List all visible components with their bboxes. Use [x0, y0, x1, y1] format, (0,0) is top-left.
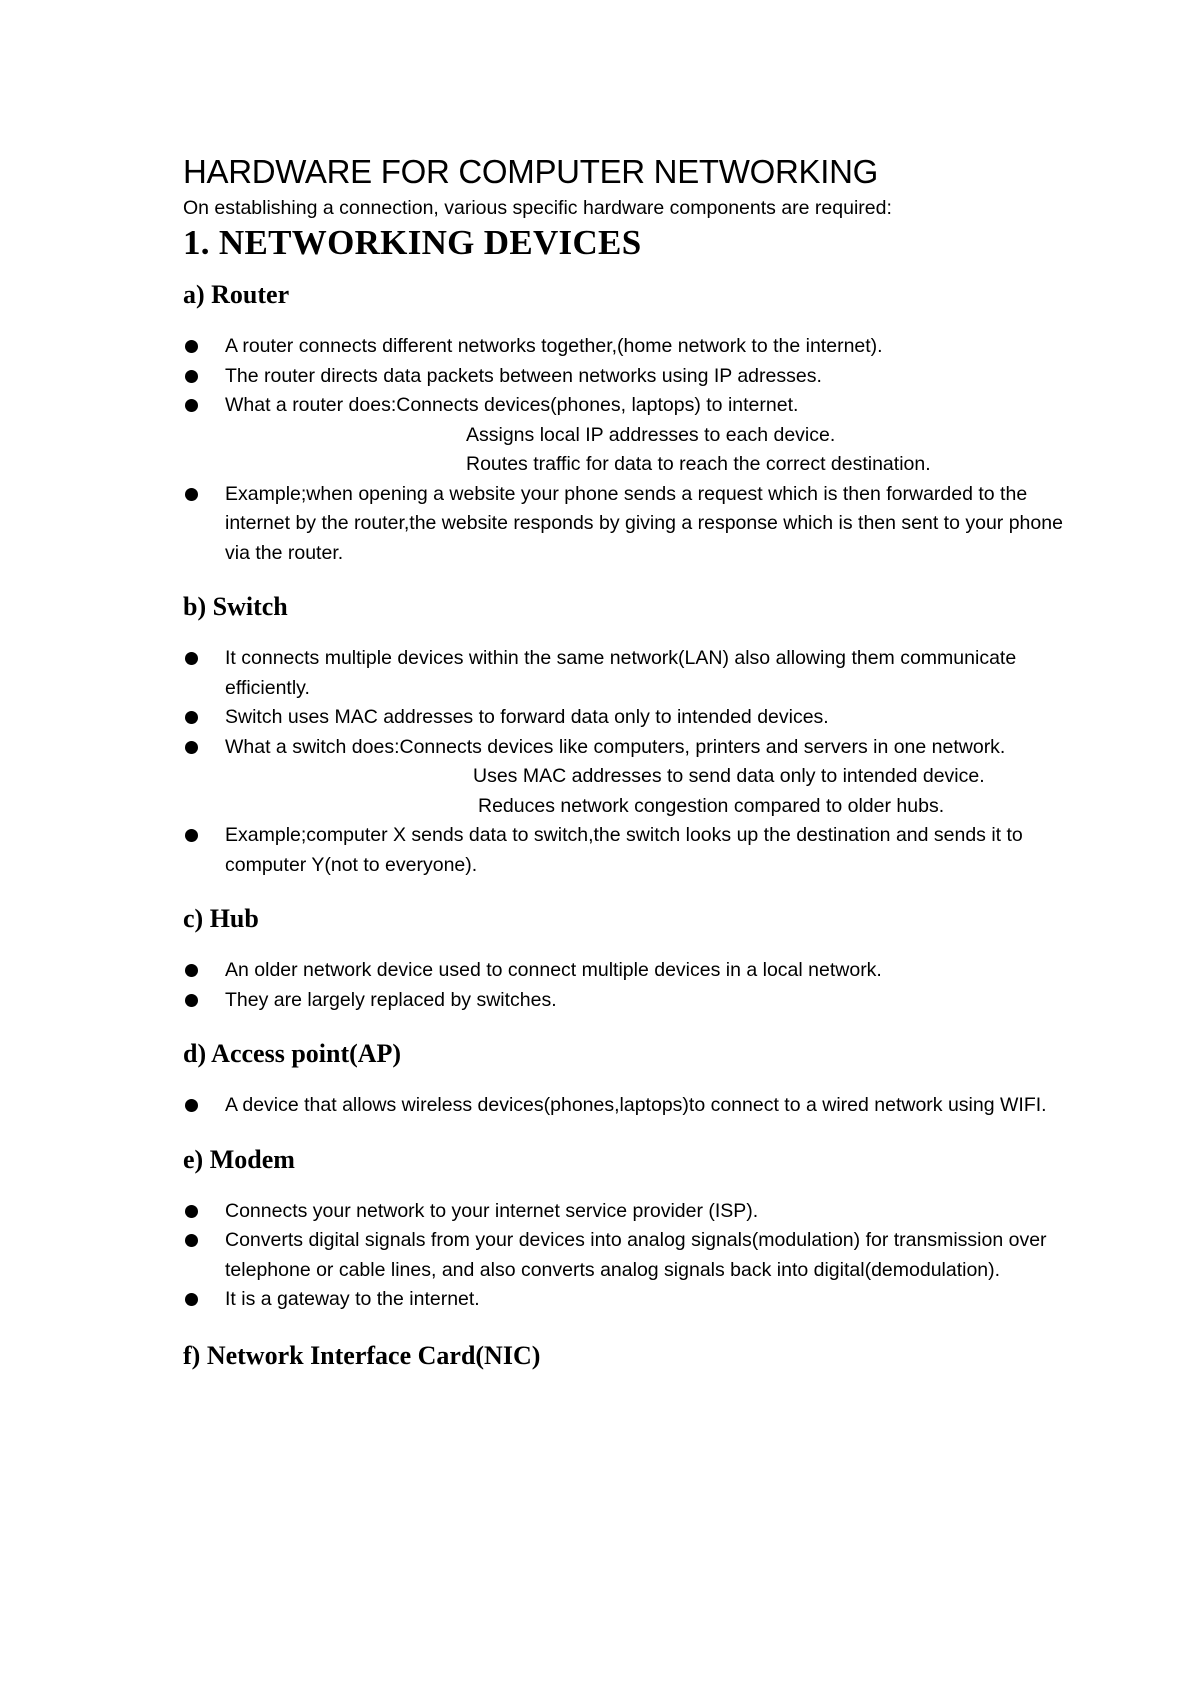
- list-item: [183, 821, 1063, 880]
- bullet-text: Connects your network to your internet service provider (ISP).: [225, 1199, 759, 1222]
- bullet-text: Example;when opening a website your phone sends a request which is then forwarded to the internet by the router,the website responds by giving a response which is then sent to your phone via the router.: [225, 482, 1063, 564]
- switch-section: [183, 590, 1063, 880]
- list-item: [183, 986, 1063, 1016]
- bullet-icon: [185, 964, 198, 977]
- bullet-text: Converts digital signals from your devices into analog signals(modulation) for transmission over telephone or cable lines, and also converts analog signals back into digital(demodulation).: [225, 1229, 1047, 1281]
- intro-text: On establishing a connection, various specific hardware components are required:: [183, 197, 892, 219]
- modem-bullets: [183, 1197, 1063, 1315]
- bullet-text: An older network device used to connect multiple devices in a local network.: [225, 959, 882, 981]
- bullet-icon: [185, 399, 198, 412]
- bullet-icon: [185, 829, 198, 842]
- bullet-icon: [185, 1234, 198, 1247]
- hub-section: [183, 902, 1063, 1015]
- router-bullets: [183, 332, 1063, 568]
- bullet-continuation: Routes traffic for data to reach the correct destination.: [466, 453, 931, 475]
- bullet-icon: [185, 1293, 198, 1306]
- document-title: HARDWARE FOR COMPUTER NETWORKING: [183, 153, 879, 190]
- bullet-text: It is a gateway to the internet.: [225, 1288, 480, 1310]
- nic-section: [183, 1339, 1063, 1373]
- bullet-text: Switch uses MAC addresses to forward data only to intended devices.: [225, 706, 829, 728]
- hub-heading: c) Hub: [183, 904, 259, 933]
- switch-heading: b) Switch: [183, 592, 288, 621]
- list-item: [183, 480, 1063, 569]
- list-item: [183, 362, 1063, 392]
- bullet-icon: [185, 340, 198, 353]
- access-point-heading: d) Access point(AP): [183, 1039, 402, 1068]
- access-point-section: [183, 1037, 1063, 1121]
- bullet-icon: [185, 711, 198, 724]
- list-item: [183, 733, 1063, 822]
- access-point-bullets: [183, 1091, 1063, 1121]
- list-item: [183, 1285, 1063, 1315]
- router-section: [183, 278, 1063, 568]
- nic-heading: f) Network Interface Card(NIC): [183, 1340, 541, 1370]
- modem-section: [183, 1143, 1063, 1315]
- hub-bullets: [183, 956, 1063, 1015]
- bullet-icon: [185, 1099, 198, 1112]
- bullet-continuation: Assigns local IP addresses to each device.: [466, 423, 836, 446]
- bullet-text: Example;computer X sends data to switch,the switch looks up the destination and sends it to computer Y(not to everyone).: [225, 824, 1023, 876]
- bullet-continuation: Uses MAC addresses to send data only to intended device.: [473, 765, 985, 787]
- bullet-text: A router connects different networks together,(home network to the internet).: [225, 335, 883, 357]
- bullet-text: What a switch does:Connects devices like computers, printers and servers in one network.: [225, 735, 1006, 758]
- router-heading: a) Router: [183, 280, 290, 309]
- bullet-text: What a router does:Connects devices(phones, laptops) to internet.: [225, 394, 799, 416]
- list-item: [183, 391, 1063, 480]
- document-page: [183, 150, 1063, 1373]
- section-heading: 1. NETWORKING DEVICES: [183, 223, 642, 262]
- bullet-icon: [185, 994, 198, 1007]
- list-item: [183, 332, 1063, 362]
- bullet-text: A device that allows wireless devices(phones,laptops)to connect to a wired network using WIFI.: [225, 1094, 1047, 1116]
- list-item: [183, 956, 1063, 986]
- bullet-text: They are largely replaced by switches.: [225, 988, 557, 1011]
- bullet-icon: [185, 370, 198, 383]
- list-item: [183, 1091, 1063, 1121]
- bullet-text: The router directs data packets between networks using IP adresses.: [225, 364, 822, 387]
- switch-bullets: [183, 644, 1063, 880]
- bullet-icon: [185, 652, 198, 665]
- list-item: [183, 644, 1063, 703]
- list-item: [183, 703, 1063, 733]
- bullet-icon: [185, 741, 198, 754]
- bullet-icon: [185, 488, 198, 501]
- list-item: [183, 1197, 1063, 1227]
- bullet-icon: [185, 1205, 198, 1218]
- list-item: [183, 1226, 1063, 1285]
- bullet-continuation: Reduces network congestion compared to older hubs.: [478, 794, 945, 817]
- modem-heading: e) Modem: [183, 1144, 295, 1174]
- bullet-text: It connects multiple devices within the same network(LAN) also allowing them communicate efficiently.: [225, 647, 1017, 699]
